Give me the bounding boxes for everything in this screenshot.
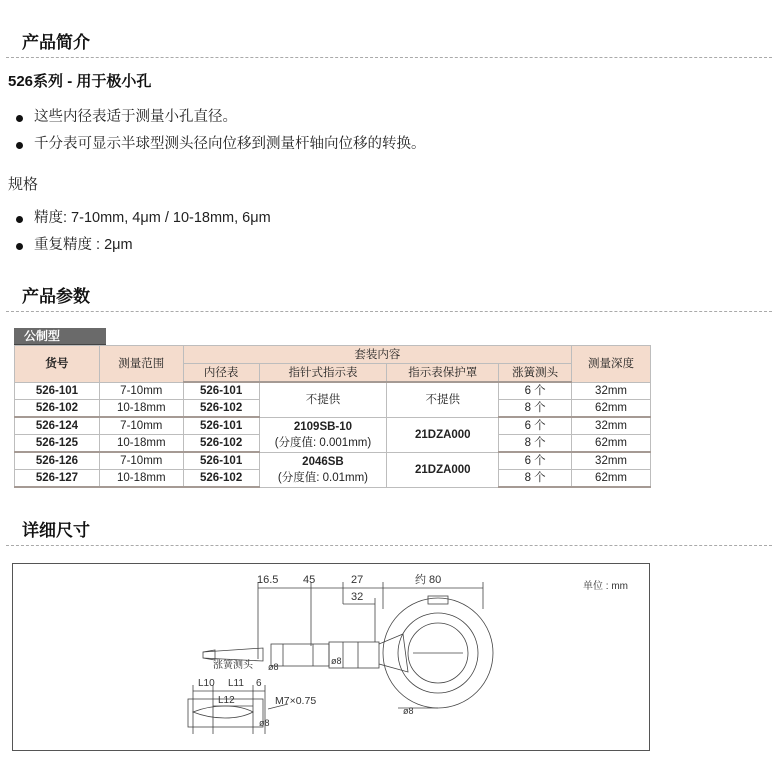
- col-header-range: 测量范围: [99, 346, 183, 383]
- cell-gauge: 526-101: [183, 382, 259, 400]
- feature-item: 这些内径表适于测量小孔直径。: [14, 104, 426, 131]
- dim-6: 6: [256, 678, 262, 689]
- cell-anvils: 8 个: [499, 400, 572, 418]
- cell-gauge: 526-101: [183, 452, 259, 470]
- col-header-bore-gauge: 内径表: [183, 364, 259, 383]
- col-header-guard: 指示表保护罩: [387, 364, 499, 383]
- cell-anvils: 8 个: [499, 470, 572, 488]
- params-section-header: [0, 274, 776, 312]
- cell-anvils: 8 个: [499, 435, 572, 453]
- cell-indicator: [259, 417, 387, 452]
- dim-thread: M7×0.75: [275, 695, 317, 707]
- cell-gauge: 526-102: [183, 470, 259, 488]
- table-row: [15, 382, 651, 400]
- cell-indicator: [259, 452, 387, 487]
- cell-range: 10-18mm: [99, 400, 183, 418]
- cell-range: 10-18mm: [99, 435, 183, 453]
- table-row: [15, 452, 651, 470]
- dim-l12: L12: [218, 695, 235, 706]
- indicator-model: 2046SB: [302, 455, 344, 468]
- cell-depth: 32mm: [572, 417, 651, 435]
- dimension-drawing-svg: [13, 564, 649, 750]
- params-heading: 产品参数: [22, 287, 90, 306]
- cell-anvils: 6 个: [499, 382, 572, 400]
- cell-guard: 不提供: [387, 382, 499, 417]
- dim-45: 45: [303, 574, 316, 586]
- cell-anvils: 6 个: [499, 417, 572, 435]
- col-header-indicator: 指针式指示表: [259, 364, 387, 383]
- unit-label: 单位 : mm: [583, 581, 628, 592]
- cell-range: 7-10mm: [99, 417, 183, 435]
- metric-type-label: 公制型: [24, 329, 61, 343]
- spec-item: 精度: 7-10mm, 4μm / 10-18mm, 6μm: [14, 205, 271, 232]
- intro-section-header: [0, 20, 776, 58]
- col-header-anvils: 涨簧测头: [499, 364, 572, 383]
- dim-16-5: 16.5: [257, 574, 279, 586]
- cell-item: 526-126: [15, 452, 100, 470]
- cell-depth: 32mm: [572, 452, 651, 470]
- metric-type-tag: [14, 328, 106, 346]
- cell-gauge: 526-102: [183, 400, 259, 418]
- cell-indicator: 不提供: [259, 382, 387, 417]
- cell-depth: 32mm: [572, 382, 651, 400]
- cell-item: 526-127: [15, 470, 100, 488]
- dim-dia-1: ø8: [268, 662, 279, 672]
- spec-item: 重复精度 : 2μm: [14, 232, 271, 259]
- cell-guard: 21DZA000: [387, 452, 499, 487]
- anvil-label: 涨簧测头: [213, 660, 253, 671]
- indicator-note: (分度值: 0.001mm): [274, 436, 372, 449]
- spec-list: [14, 205, 271, 259]
- dim-80: 约 80: [415, 574, 442, 586]
- spec-label: 规格: [8, 176, 39, 193]
- dim-27: 27: [351, 574, 364, 586]
- col-header-depth: 测量深度: [572, 346, 651, 383]
- dim-dia-4: ø8: [259, 718, 270, 728]
- col-header-item-no: 货号: [15, 346, 100, 383]
- cell-item: 526-124: [15, 417, 100, 435]
- dimension-drawing: [12, 563, 650, 751]
- dim-l11: L11: [228, 678, 244, 689]
- cell-depth: 62mm: [572, 470, 651, 488]
- indicator-note: (分度值: 0.01mm): [277, 471, 368, 484]
- cell-depth: 62mm: [572, 400, 651, 418]
- dim-l10: L10: [198, 678, 215, 689]
- cell-range: 7-10mm: [99, 382, 183, 400]
- col-header-set-contents: 套装内容: [183, 346, 571, 364]
- intro-divider: [6, 57, 772, 58]
- intro-heading: 产品简介: [22, 33, 90, 52]
- cell-anvils: 6 个: [499, 452, 572, 470]
- cell-gauge: 526-101: [183, 417, 259, 435]
- dim-dia-3: ø8: [403, 706, 414, 716]
- spec-table: [14, 345, 651, 488]
- feature-list: [14, 104, 426, 158]
- dimensions-section-header: [0, 508, 776, 546]
- cell-range: 10-18mm: [99, 470, 183, 488]
- dim-32: 32: [351, 591, 364, 603]
- cell-item: 526-102: [15, 400, 100, 418]
- feature-item: 千分表可显示半球型测头径向位移到测量杆轴向位移的转换。: [14, 131, 426, 158]
- dimensions-heading: 详细尺寸: [22, 521, 90, 540]
- cell-guard: 21DZA000: [387, 417, 499, 452]
- table-row: [15, 417, 651, 435]
- series-title: 526系列 - 用于极小孔: [8, 73, 152, 90]
- cell-item: 526-101: [15, 382, 100, 400]
- params-divider: [6, 311, 772, 312]
- cell-item: 526-125: [15, 435, 100, 453]
- indicator-model: 2109SB-10: [293, 420, 353, 433]
- cell-depth: 62mm: [572, 435, 651, 453]
- dim-dia-2: ø8: [331, 656, 342, 666]
- dimensions-divider: [6, 545, 772, 546]
- cell-range: 7-10mm: [99, 452, 183, 470]
- cell-gauge: 526-102: [183, 435, 259, 453]
